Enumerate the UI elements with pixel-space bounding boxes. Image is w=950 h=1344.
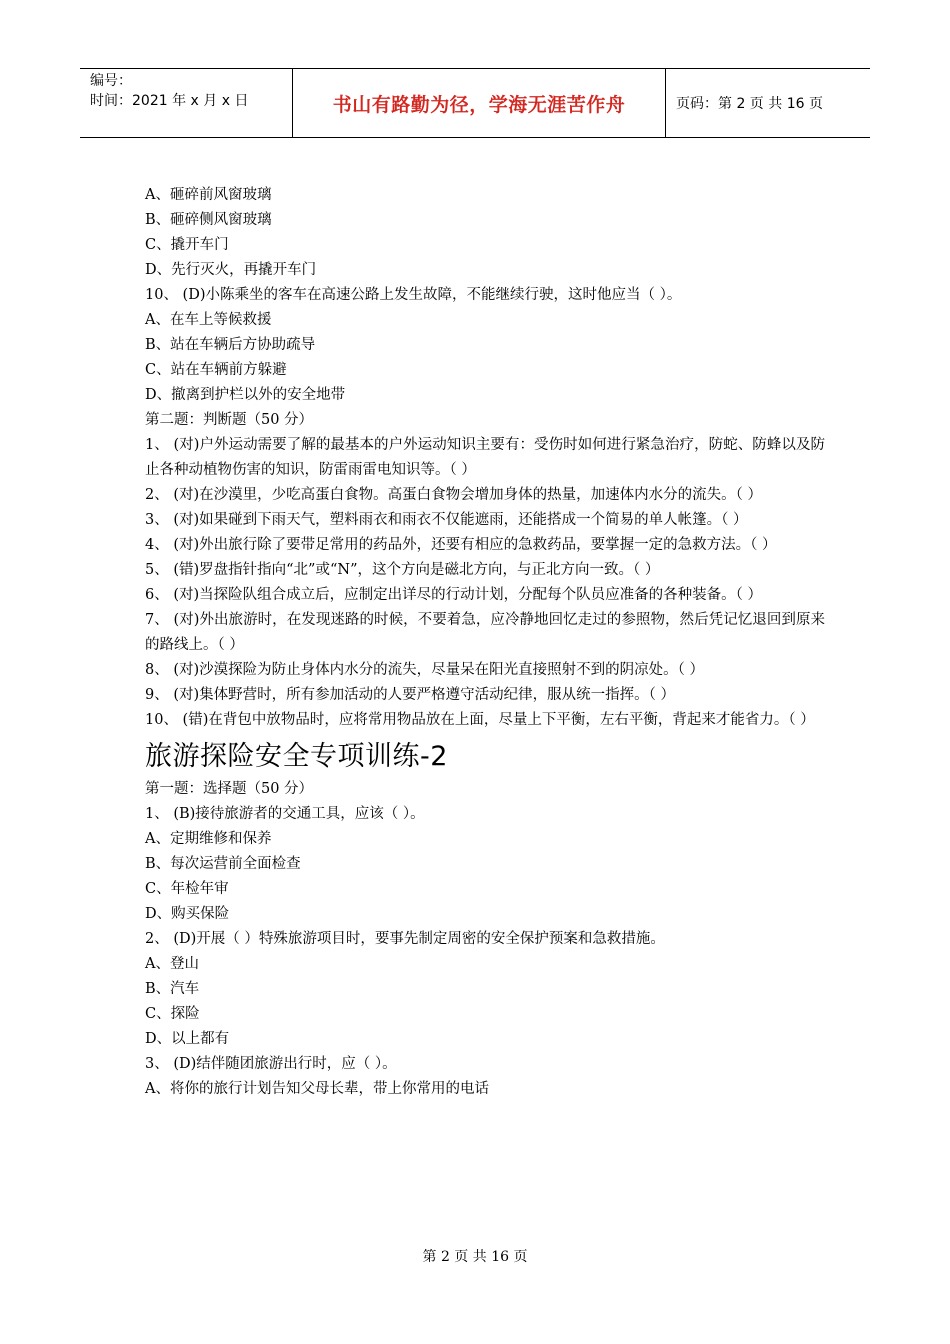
doc-id-label: 编号： <box>90 73 132 89</box>
judge-item: 6、 (对)当探险队组合成立后，应制定出详尽的行动计划，分配每个队员应准备的各种装备。（ ） <box>145 587 763 603</box>
judge-item: 5、 (错)罗盘指针指向“北”或“N”，这个方向是磁北方向，与正北方向一致。（ ） <box>145 562 660 578</box>
text-line: C、探险 <box>145 1006 200 1022</box>
text-line: D、撤离到护栏以外的安全地带 <box>145 387 346 403</box>
text-line: A、定期维修和保养 <box>145 831 272 847</box>
judge-item: 9、 (对)集体野营时，所有参加活动的人要严格遵守活动纪律，服从统一指挥。（ ） <box>145 687 676 703</box>
text-line: D、先行灭火，再撬开车门 <box>145 262 317 278</box>
page-footer <box>0 1246 950 1266</box>
text-line: B、每次运营前全面检查 <box>145 856 301 872</box>
judge-item: 8、 (对)沙漠探险为防止身体内水分的流失，尽量呆在阳光直接照射不到的阴凉处。（ ） <box>145 662 705 678</box>
text-line: C、撬开车门 <box>145 237 229 253</box>
question-line: 10、 (D)小陈乘坐的客车在高速公路上发生故障，不能继续行驶，这时他应当（ ）。 <box>145 287 682 303</box>
text-line: D、以上都有 <box>145 1031 230 1047</box>
question-line: 1、 (B)接待旅游者的交通工具，应该（ ）。 <box>145 806 425 822</box>
header-motto: 书山有路勤为径，学海无涯苦作舟 <box>293 69 666 137</box>
header-meta <box>80 69 293 137</box>
judge-item: 4、 (对)外出旅行除了要带足常用的药品外，还要有相应的急救药品，要掌握一定的急救方法。（ ） <box>145 537 777 553</box>
text-line: A、在车上等候救援 <box>145 312 272 328</box>
section-heading: 第一题：选择题（50 分） <box>145 781 314 797</box>
doc-time-label: 时间：2021 年 x 月 x 日 <box>90 93 249 109</box>
text-line: A、砸碎前风窗玻璃 <box>145 187 272 203</box>
header-table <box>80 68 870 138</box>
text-line: A、登山 <box>145 956 199 972</box>
header-page-info: 页码：第 2 页 共 16 页 <box>676 96 823 112</box>
question-line: 2、 (D)开展（ ）特殊旅游项目时，要事先制定周密的安全保护预案和急救措施。 <box>145 931 665 947</box>
section-title: 旅游探险安全专项训练-2 <box>145 741 448 772</box>
footer-page-number: 第 2 页 共 16 页 <box>422 1249 528 1265</box>
judge-item: 7、 (对)外出旅游时，在发现迷路的时候，不要着急，应冷静地回忆走过的参照物，然后凭记忆退回到原来的路线上。（ ） <box>145 612 825 653</box>
judge-item: 2、 (对)在沙漠里，少吃高蛋白食物。高蛋白食物会增加身体的热量，加速体内水分的流失。（ ） <box>145 487 763 503</box>
text-line: D、购买保险 <box>145 906 230 922</box>
text-line: B、砸碎侧风窗玻璃 <box>145 212 272 228</box>
judge-item: 3、 (对)如果碰到下雨天气，塑料雨衣和雨衣不仅能遮雨，还能搭成一个简易的单人帐篷。（ ） <box>145 512 748 528</box>
judge-item: 10、 (错)在背包中放物品时，应将常用物品放在上面，尽量上下平衡，左右平衡，背起来才能省力。（ ） <box>145 712 815 728</box>
judge-item: 1、 (对)户外运动需要了解的最基本的户外运动知识主要有：受伤时如何进行紧急治疗，防蛇、防蜂以及防止各种动植物伤害的知识，防雷雨雷电知识等。（ ） <box>145 437 825 478</box>
section-heading: 第二题：判断题（50 分） <box>145 412 314 428</box>
question-line: 3、 (D)结伴随团旅游出行时，应（ ）。 <box>145 1056 397 1072</box>
document-body <box>145 183 825 1102</box>
text-line: C、站在车辆前方躲避 <box>145 362 287 378</box>
text-line: C、年检年审 <box>145 881 229 897</box>
text-line: B、汽车 <box>145 981 200 997</box>
text-line: A、将你的旅行计划告知父母长辈，带上你常用的电话 <box>145 1081 489 1097</box>
text-line: B、站在车辆后方协助疏导 <box>145 337 316 353</box>
